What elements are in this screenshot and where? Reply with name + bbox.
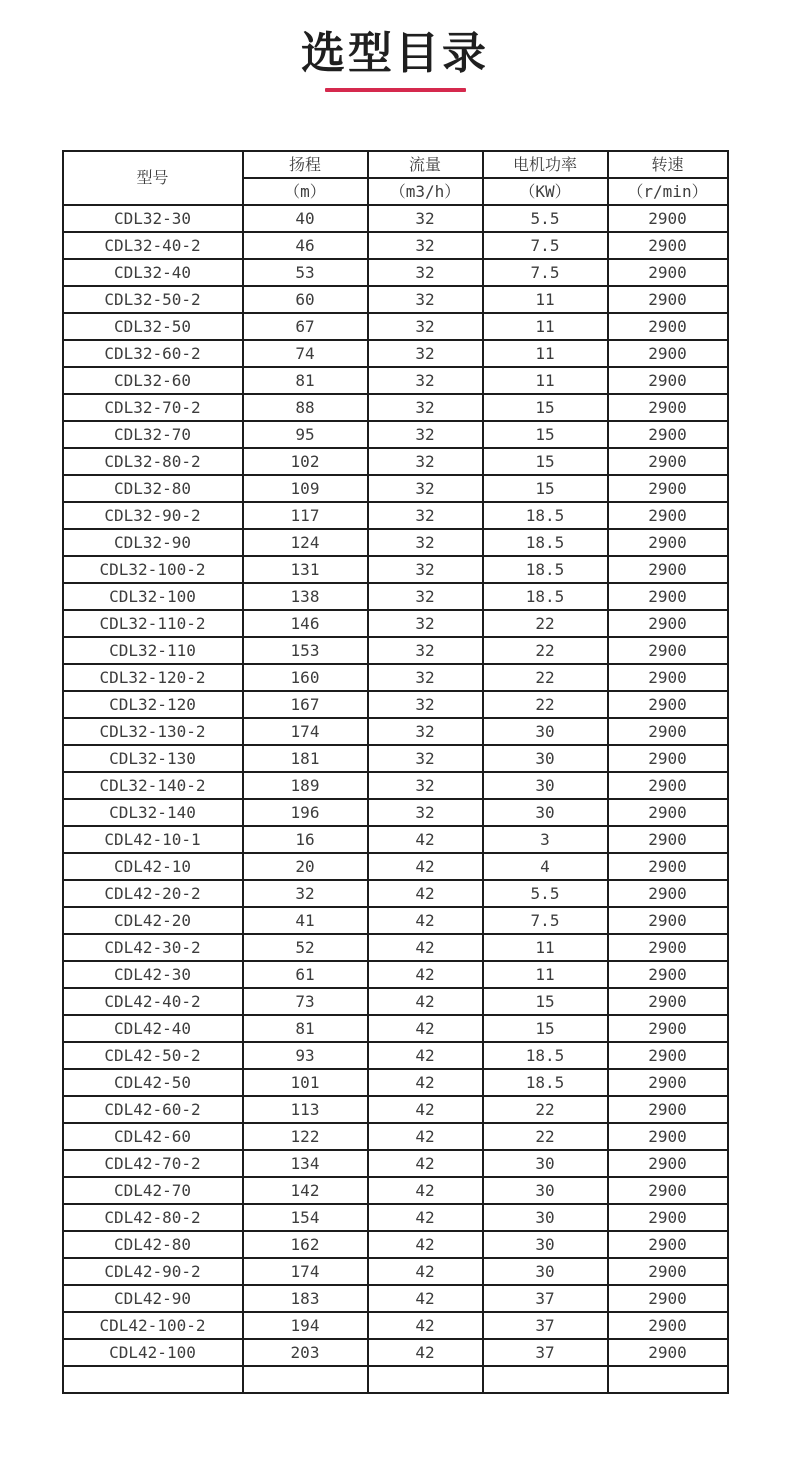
power-cell: 22 (483, 1096, 608, 1123)
speed-cell: 2900 (608, 1015, 728, 1042)
model-cell: CDL42-90 (63, 1285, 243, 1312)
speed-cell: 2900 (608, 475, 728, 502)
model-cell: CDL32-130 (63, 745, 243, 772)
head-cell: 174 (243, 1258, 368, 1285)
model-cell: CDL42-30-2 (63, 934, 243, 961)
flow-cell: 32 (368, 610, 483, 637)
head-cell: 101 (243, 1069, 368, 1096)
head-cell: 174 (243, 718, 368, 745)
head-cell (243, 1366, 368, 1393)
speed-cell: 2900 (608, 1150, 728, 1177)
model-cell: CDL32-110 (63, 637, 243, 664)
flow-cell: 32 (368, 772, 483, 799)
power-cell: 15 (483, 475, 608, 502)
power-cell: 18.5 (483, 1042, 608, 1069)
head-cell: 183 (243, 1285, 368, 1312)
table-row (63, 988, 728, 1015)
table-row (63, 286, 728, 313)
model-cell: CDL42-60 (63, 1123, 243, 1150)
speed-cell: 2900 (608, 556, 728, 583)
power-cell: 30 (483, 1177, 608, 1204)
model-cell: CDL32-60-2 (63, 340, 243, 367)
speed-cell: 2900 (608, 799, 728, 826)
power-cell: 30 (483, 745, 608, 772)
speed-cell: 2900 (608, 1339, 728, 1366)
table-row (63, 664, 728, 691)
head-cell: 102 (243, 448, 368, 475)
speed-cell: 2900 (608, 637, 728, 664)
flow-cell: 42 (368, 1042, 483, 1069)
flow-cell (368, 1366, 483, 1393)
head-cell: 122 (243, 1123, 368, 1150)
speed-cell: 2900 (608, 367, 728, 394)
header-head-label: 扬程 (243, 151, 368, 178)
speed-cell: 2900 (608, 961, 728, 988)
model-cell: CDL42-80-2 (63, 1204, 243, 1231)
table-body (63, 205, 728, 1393)
selection-catalog-table (62, 150, 729, 1394)
model-cell: CDL32-60 (63, 367, 243, 394)
head-cell: 109 (243, 475, 368, 502)
speed-cell: 2900 (608, 1096, 728, 1123)
title-block (0, 0, 790, 92)
model-cell: CDL32-130-2 (63, 718, 243, 745)
table-row (63, 691, 728, 718)
model-cell: CDL32-50 (63, 313, 243, 340)
table-row (63, 799, 728, 826)
header-flow-label: 流量 (368, 151, 483, 178)
speed-cell: 2900 (608, 1177, 728, 1204)
model-cell: CDL42-10 (63, 853, 243, 880)
speed-cell: 2900 (608, 583, 728, 610)
header-model: 型号 (63, 151, 243, 205)
head-cell: 131 (243, 556, 368, 583)
header-power-label: 电机功率 (483, 151, 608, 178)
power-cell: 5.5 (483, 205, 608, 232)
speed-cell: 2900 (608, 1312, 728, 1339)
speed-cell: 2900 (608, 1285, 728, 1312)
speed-cell: 2900 (608, 691, 728, 718)
flow-cell: 32 (368, 556, 483, 583)
flow-cell: 42 (368, 880, 483, 907)
table-row (63, 340, 728, 367)
head-cell: 40 (243, 205, 368, 232)
power-cell: 5.5 (483, 880, 608, 907)
head-cell: 53 (243, 259, 368, 286)
table-row (63, 1204, 728, 1231)
table-row (63, 583, 728, 610)
speed-cell: 2900 (608, 286, 728, 313)
speed-cell: 2900 (608, 448, 728, 475)
speed-cell: 2900 (608, 934, 728, 961)
table-row (63, 1231, 728, 1258)
head-cell: 81 (243, 367, 368, 394)
table-row (63, 1285, 728, 1312)
head-cell: 81 (243, 1015, 368, 1042)
power-cell: 22 (483, 637, 608, 664)
flow-cell: 42 (368, 1123, 483, 1150)
model-cell: CDL42-50 (63, 1069, 243, 1096)
table-row (63, 1177, 728, 1204)
speed-cell: 2900 (608, 1123, 728, 1150)
power-cell: 15 (483, 448, 608, 475)
flow-cell: 32 (368, 259, 483, 286)
speed-cell: 2900 (608, 610, 728, 637)
flow-cell: 32 (368, 475, 483, 502)
model-cell: CDL42-20-2 (63, 880, 243, 907)
flow-cell: 42 (368, 934, 483, 961)
power-cell: 15 (483, 421, 608, 448)
head-cell: 60 (243, 286, 368, 313)
flow-cell: 32 (368, 583, 483, 610)
table-row (63, 313, 728, 340)
model-cell: CDL32-70 (63, 421, 243, 448)
head-cell: 153 (243, 637, 368, 664)
power-cell: 15 (483, 1015, 608, 1042)
speed-cell: 2900 (608, 313, 728, 340)
head-cell: 41 (243, 907, 368, 934)
table-row (63, 205, 728, 232)
head-cell: 154 (243, 1204, 368, 1231)
page-title: 选型目录 (301, 28, 489, 79)
model-cell: CDL32-140-2 (63, 772, 243, 799)
speed-cell: 2900 (608, 664, 728, 691)
speed-cell: 2900 (608, 745, 728, 772)
head-cell: 142 (243, 1177, 368, 1204)
model-cell: CDL32-100 (63, 583, 243, 610)
table-row (63, 826, 728, 853)
power-cell: 18.5 (483, 583, 608, 610)
model-cell: CDL32-80 (63, 475, 243, 502)
speed-cell: 2900 (608, 853, 728, 880)
flow-cell: 42 (368, 1285, 483, 1312)
table-row (63, 232, 728, 259)
power-cell: 15 (483, 988, 608, 1015)
flow-cell: 32 (368, 286, 483, 313)
table-row (63, 1015, 728, 1042)
model-cell (63, 1366, 243, 1393)
flow-cell: 42 (368, 1069, 483, 1096)
speed-cell (608, 1366, 728, 1393)
flow-cell: 32 (368, 502, 483, 529)
model-cell: CDL42-30 (63, 961, 243, 988)
flow-cell: 32 (368, 691, 483, 718)
power-cell: 7.5 (483, 259, 608, 286)
power-cell: 18.5 (483, 556, 608, 583)
speed-cell: 2900 (608, 988, 728, 1015)
speed-cell: 2900 (608, 205, 728, 232)
power-cell: 4 (483, 853, 608, 880)
head-cell: 20 (243, 853, 368, 880)
head-cell: 134 (243, 1150, 368, 1177)
flow-cell: 42 (368, 1015, 483, 1042)
model-cell: CDL32-30 (63, 205, 243, 232)
head-cell: 93 (243, 1042, 368, 1069)
model-cell: CDL42-100 (63, 1339, 243, 1366)
power-cell: 30 (483, 772, 608, 799)
header-speed-label: 转速 (608, 151, 728, 178)
flow-cell: 42 (368, 1177, 483, 1204)
flow-cell: 32 (368, 448, 483, 475)
head-cell: 189 (243, 772, 368, 799)
head-cell: 146 (243, 610, 368, 637)
table-row (63, 772, 728, 799)
model-cell: CDL42-40 (63, 1015, 243, 1042)
table-row (63, 556, 728, 583)
table-header (63, 151, 728, 205)
head-cell: 162 (243, 1231, 368, 1258)
speed-cell: 2900 (608, 421, 728, 448)
flow-cell: 32 (368, 394, 483, 421)
power-cell: 37 (483, 1339, 608, 1366)
header-flow-unit: （m3/h） (368, 178, 483, 205)
speed-cell: 2900 (608, 826, 728, 853)
power-cell: 18.5 (483, 1069, 608, 1096)
head-cell: 160 (243, 664, 368, 691)
model-cell: CDL42-100-2 (63, 1312, 243, 1339)
table-row (63, 907, 728, 934)
power-cell: 22 (483, 610, 608, 637)
power-cell: 22 (483, 664, 608, 691)
flow-cell: 42 (368, 988, 483, 1015)
table-row (63, 394, 728, 421)
flow-cell: 32 (368, 367, 483, 394)
table-row (63, 880, 728, 907)
table-row (63, 610, 728, 637)
flow-cell: 42 (368, 961, 483, 988)
model-cell: CDL42-80 (63, 1231, 243, 1258)
head-cell: 32 (243, 880, 368, 907)
model-cell: CDL42-60-2 (63, 1096, 243, 1123)
head-cell: 167 (243, 691, 368, 718)
head-cell: 117 (243, 502, 368, 529)
flow-cell: 42 (368, 853, 483, 880)
table-row (63, 934, 728, 961)
speed-cell: 2900 (608, 502, 728, 529)
model-cell: CDL42-70-2 (63, 1150, 243, 1177)
flow-cell: 32 (368, 637, 483, 664)
head-cell: 138 (243, 583, 368, 610)
header-power-unit: （KW） (483, 178, 608, 205)
speed-cell: 2900 (608, 394, 728, 421)
head-cell: 88 (243, 394, 368, 421)
power-cell: 11 (483, 340, 608, 367)
model-cell: CDL42-70 (63, 1177, 243, 1204)
table-row (63, 448, 728, 475)
speed-cell: 2900 (608, 1204, 728, 1231)
table-row (63, 637, 728, 664)
flow-cell: 42 (368, 1204, 483, 1231)
table-row (63, 961, 728, 988)
flow-cell: 32 (368, 745, 483, 772)
header-speed-unit: （r/min） (608, 178, 728, 205)
power-cell: 11 (483, 961, 608, 988)
flow-cell: 42 (368, 907, 483, 934)
flow-cell: 42 (368, 826, 483, 853)
head-cell: 196 (243, 799, 368, 826)
title-underline (325, 88, 466, 92)
head-cell: 52 (243, 934, 368, 961)
flow-cell: 42 (368, 1339, 483, 1366)
model-cell: CDL32-120 (63, 691, 243, 718)
power-cell: 7.5 (483, 907, 608, 934)
model-cell: CDL32-120-2 (63, 664, 243, 691)
head-cell: 61 (243, 961, 368, 988)
flow-cell: 32 (368, 232, 483, 259)
head-cell: 194 (243, 1312, 368, 1339)
power-cell: 37 (483, 1312, 608, 1339)
table-row (63, 502, 728, 529)
power-cell (483, 1366, 608, 1393)
flow-cell: 32 (368, 664, 483, 691)
head-cell: 67 (243, 313, 368, 340)
power-cell: 11 (483, 367, 608, 394)
model-cell: CDL42-50-2 (63, 1042, 243, 1069)
model-cell: CDL32-90 (63, 529, 243, 556)
speed-cell: 2900 (608, 232, 728, 259)
head-cell: 16 (243, 826, 368, 853)
table-row-clipped (63, 1366, 728, 1393)
flow-cell: 42 (368, 1150, 483, 1177)
speed-cell: 2900 (608, 529, 728, 556)
model-cell: CDL32-80-2 (63, 448, 243, 475)
model-cell: CDL32-110-2 (63, 610, 243, 637)
head-cell: 74 (243, 340, 368, 367)
table-row (63, 1042, 728, 1069)
model-cell: CDL42-20 (63, 907, 243, 934)
flow-cell: 32 (368, 313, 483, 340)
table-row (63, 1069, 728, 1096)
power-cell: 22 (483, 1123, 608, 1150)
head-cell: 46 (243, 232, 368, 259)
power-cell: 37 (483, 1285, 608, 1312)
table-row (63, 1258, 728, 1285)
table-row (63, 475, 728, 502)
power-cell: 30 (483, 1150, 608, 1177)
power-cell: 3 (483, 826, 608, 853)
table-row (63, 718, 728, 745)
table-row (63, 1339, 728, 1366)
table-row (63, 745, 728, 772)
head-cell: 113 (243, 1096, 368, 1123)
head-cell: 181 (243, 745, 368, 772)
flow-cell: 42 (368, 1096, 483, 1123)
flow-cell: 32 (368, 205, 483, 232)
head-cell: 124 (243, 529, 368, 556)
speed-cell: 2900 (608, 259, 728, 286)
table-row (63, 1096, 728, 1123)
speed-cell: 2900 (608, 880, 728, 907)
model-cell: CDL32-40 (63, 259, 243, 286)
flow-cell: 42 (368, 1312, 483, 1339)
table-row (63, 259, 728, 286)
power-cell: 30 (483, 799, 608, 826)
model-cell: CDL32-70-2 (63, 394, 243, 421)
speed-cell: 2900 (608, 1042, 728, 1069)
table-row (63, 367, 728, 394)
flow-cell: 42 (368, 1258, 483, 1285)
model-cell: CDL32-90-2 (63, 502, 243, 529)
flow-cell: 32 (368, 340, 483, 367)
speed-cell: 2900 (608, 340, 728, 367)
power-cell: 18.5 (483, 529, 608, 556)
flow-cell: 42 (368, 1231, 483, 1258)
header-head-unit: （m） (243, 178, 368, 205)
flow-cell: 32 (368, 799, 483, 826)
speed-cell: 2900 (608, 718, 728, 745)
table-row (63, 1150, 728, 1177)
power-cell: 30 (483, 1231, 608, 1258)
power-cell: 18.5 (483, 502, 608, 529)
head-cell: 203 (243, 1339, 368, 1366)
header-row-labels (63, 151, 728, 178)
model-cell: CDL42-90-2 (63, 1258, 243, 1285)
speed-cell: 2900 (608, 907, 728, 934)
table-row (63, 421, 728, 448)
table-row (63, 853, 728, 880)
power-cell: 7.5 (483, 232, 608, 259)
flow-cell: 32 (368, 421, 483, 448)
power-cell: 30 (483, 1204, 608, 1231)
speed-cell: 2900 (608, 1069, 728, 1096)
table-row (63, 1123, 728, 1150)
model-cell: CDL32-140 (63, 799, 243, 826)
power-cell: 11 (483, 313, 608, 340)
model-cell: CDL32-100-2 (63, 556, 243, 583)
table-row (63, 1312, 728, 1339)
head-cell: 73 (243, 988, 368, 1015)
power-cell: 11 (483, 934, 608, 961)
speed-cell: 2900 (608, 1231, 728, 1258)
flow-cell: 32 (368, 718, 483, 745)
head-cell: 95 (243, 421, 368, 448)
speed-cell: 2900 (608, 1258, 728, 1285)
power-cell: 15 (483, 394, 608, 421)
model-cell: CDL32-50-2 (63, 286, 243, 313)
table-row (63, 529, 728, 556)
model-cell: CDL42-40-2 (63, 988, 243, 1015)
power-cell: 22 (483, 691, 608, 718)
speed-cell: 2900 (608, 772, 728, 799)
model-cell: CDL32-40-2 (63, 232, 243, 259)
model-cell: CDL42-10-1 (63, 826, 243, 853)
power-cell: 11 (483, 286, 608, 313)
flow-cell: 32 (368, 529, 483, 556)
power-cell: 30 (483, 1258, 608, 1285)
power-cell: 30 (483, 718, 608, 745)
